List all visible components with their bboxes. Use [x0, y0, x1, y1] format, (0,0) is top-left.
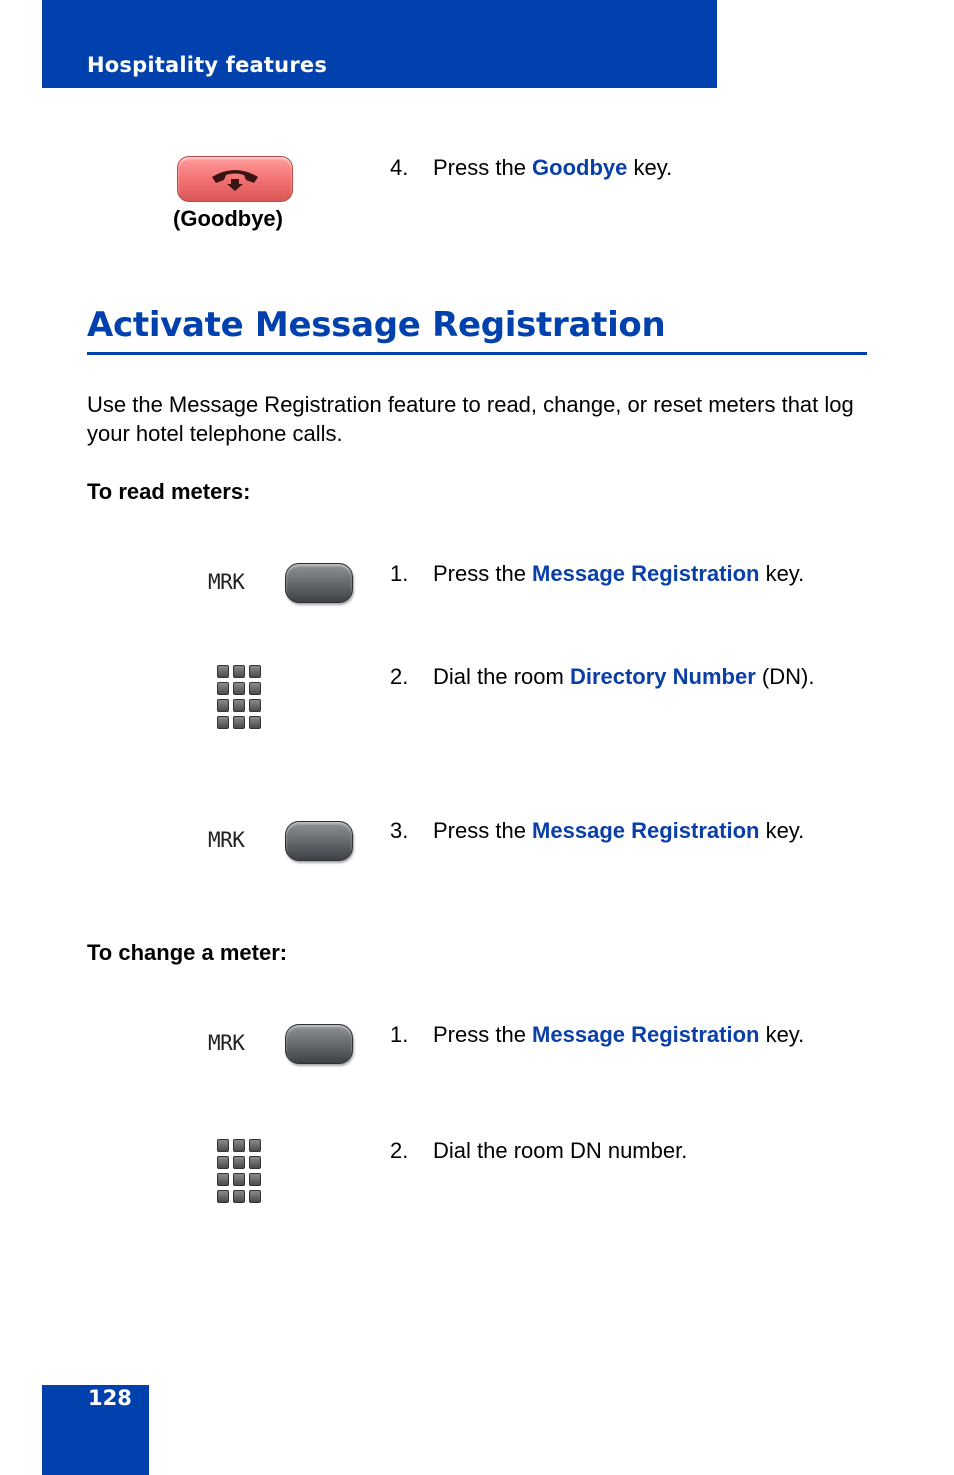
change-meter-heading: To change a meter:	[87, 940, 288, 965]
message-registration-key[interactable]	[285, 563, 353, 603]
read-step-3	[390, 818, 804, 844]
step-number: 2.	[390, 664, 409, 689]
dialpad-icon	[217, 1139, 261, 1203]
step-text: Dial the room	[433, 664, 570, 689]
step-number: 4.	[390, 155, 409, 180]
step-keyword: Message Registration	[532, 1022, 760, 1047]
step-text: Press the	[433, 155, 533, 180]
message-registration-key[interactable]	[285, 821, 353, 861]
change-step-1	[390, 1022, 804, 1048]
step-text: Press the	[433, 1022, 533, 1047]
goodbye-caption: (Goodbye)	[173, 206, 283, 231]
goodbye-key[interactable]	[177, 156, 293, 202]
section-rule	[87, 352, 867, 355]
change-step-2	[390, 1138, 687, 1164]
read-step-2	[390, 664, 814, 690]
step-text-end: key.	[759, 561, 805, 586]
read-meters-heading: To read meters:	[87, 479, 251, 504]
step-text: Press the	[433, 561, 533, 586]
step-number: 1.	[390, 1022, 409, 1047]
step-keyword: Directory Number	[569, 664, 756, 689]
step-number: 2.	[390, 1138, 409, 1163]
goodbye-handset-icon	[208, 165, 262, 193]
intro-paragraph: Use the Message Registration feature to read, change, or reset meters that log your hotel telephone calls.	[87, 392, 854, 446]
header-bar	[42, 0, 717, 88]
step-keyword: Message Registration	[532, 561, 760, 586]
step-keyword: Message Registration	[532, 818, 760, 843]
step-text-end: key.	[627, 155, 673, 180]
step-number: 3.	[390, 818, 409, 843]
page-number: 128	[88, 1386, 132, 1410]
message-registration-key[interactable]	[285, 1024, 353, 1064]
goodbye-step	[390, 155, 672, 181]
step-keyword: Goodbye	[532, 155, 628, 180]
step-text-end: key.	[759, 1022, 805, 1047]
mrk-label: MRK	[208, 828, 245, 852]
step-text-end: key.	[759, 818, 805, 843]
step-number: 1.	[390, 561, 409, 586]
header-title: Hospitality features	[87, 53, 328, 77]
step-text: Press the	[433, 818, 533, 843]
step-text: Dial the room DN number.	[433, 1138, 688, 1163]
mrk-label: MRK	[208, 570, 245, 594]
dialpad-icon	[217, 665, 261, 729]
read-step-1	[390, 561, 804, 587]
mrk-label: MRK	[208, 1031, 245, 1055]
section-title: Activate Message Registration	[87, 305, 666, 345]
step-text-end: (DN).	[755, 664, 815, 689]
